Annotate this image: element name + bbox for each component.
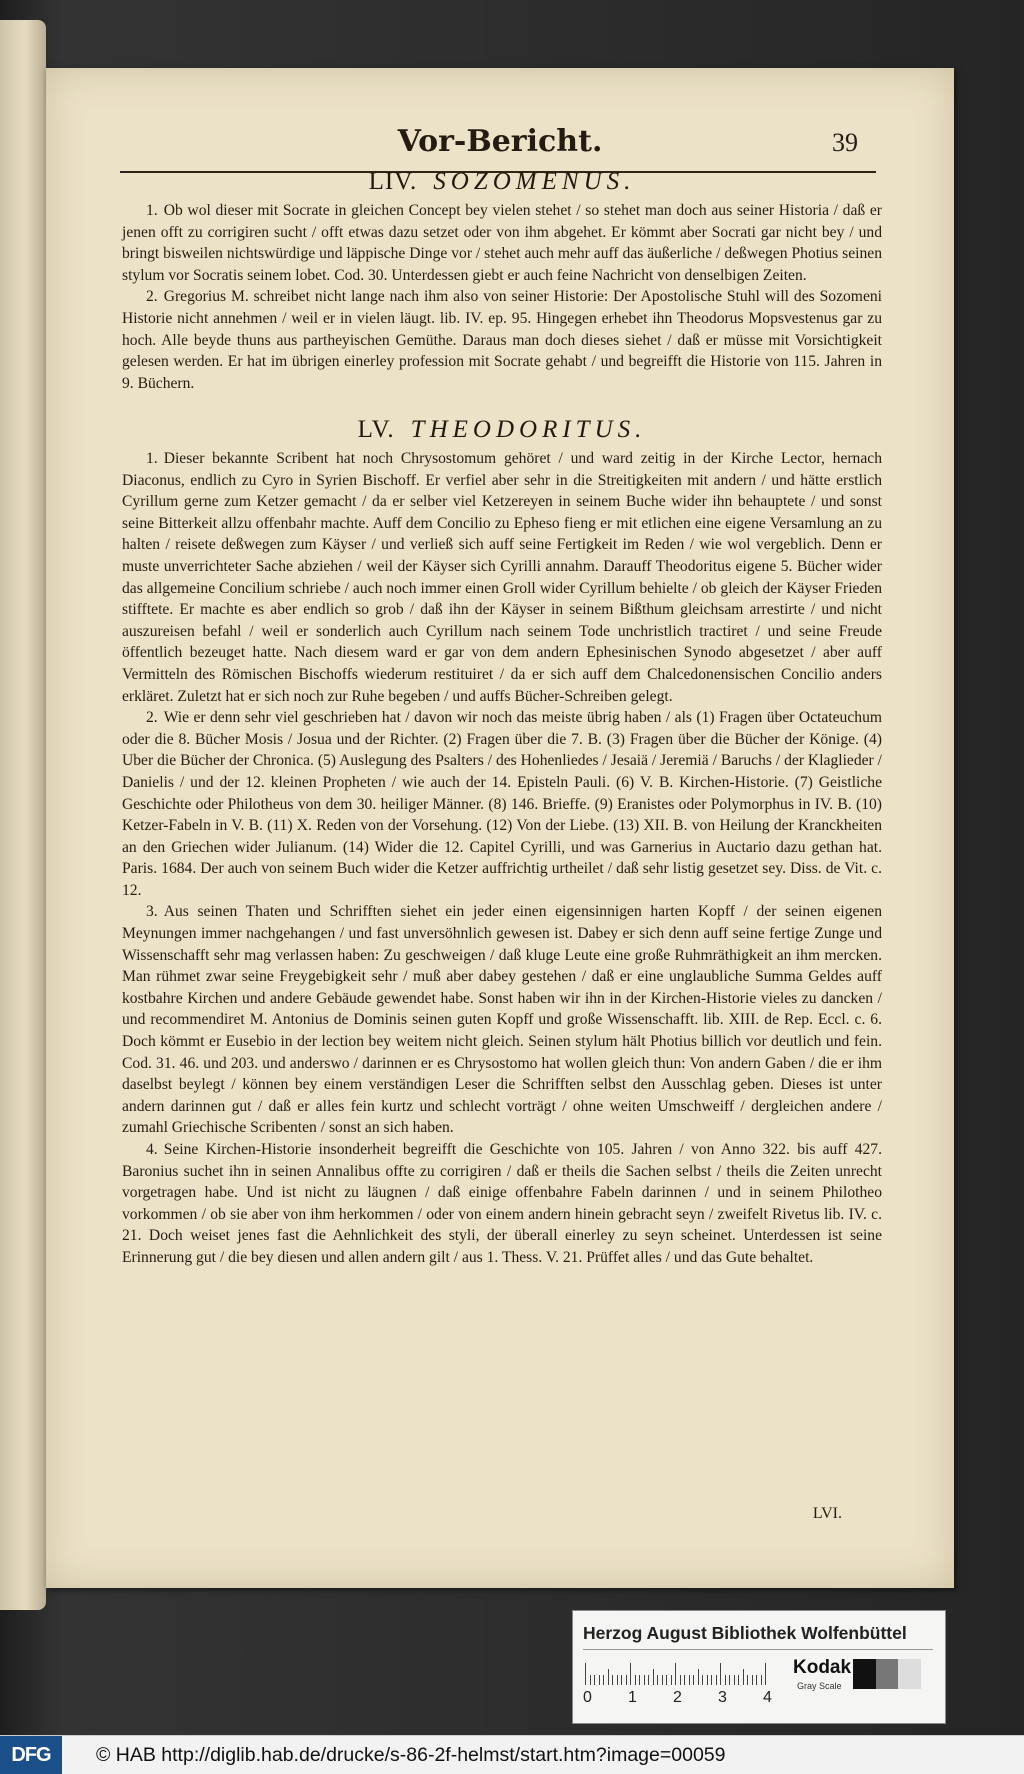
paragraph-text: Ob wol dieser mit Socrate in gleichen Concept bey vielen stehet / so stehet man doch aus seiner Historia / daß er jenen offt zu corrigiren sucht / offt etwas dazu setzet oder von ihm abgehet. Er kömmt aber Socrati gar nicht bey / und bringt bisweilen nichtswürdige und läppische Dinge vor / stehet auch mehr auff das äußerliche / deßwegen Photius seinen stylum vor Socratis seinem lobet. Cod. 30. Unterdessen giebt er auch feine Nachricht von denselbigen Zeiten.	[122, 202, 882, 284]
gray-scale-caption: Gray Scale	[797, 1681, 842, 1691]
ruler-number: 0	[583, 1689, 592, 1706]
ruler-tick	[675, 1663, 676, 1685]
ruler-tick	[599, 1675, 600, 1685]
ruler-tick	[680, 1675, 681, 1685]
ruler-tick	[671, 1675, 672, 1685]
ruler-tick	[585, 1663, 586, 1685]
ruler-tick	[648, 1675, 649, 1685]
ruler-tick	[594, 1675, 595, 1685]
ruler-tick	[734, 1675, 735, 1685]
paragraph-number: 2.	[146, 288, 158, 306]
ruler-tick	[626, 1675, 627, 1685]
library-name: Herzog August Bibliothek Wolfenbüttel	[583, 1623, 907, 1643]
chapter-heading	[122, 416, 882, 444]
copyright-url[interactable]: © HAB http://diglib.hab.de/drucke/s-86-2f-helmst/start.htm?image=00059	[96, 1744, 726, 1766]
swatch-black	[853, 1659, 876, 1689]
chapter-number: LV.	[357, 416, 395, 443]
paragraph-number: 4.	[146, 1141, 158, 1158]
scale-ruler	[585, 1655, 817, 1691]
ruler-tick	[716, 1675, 717, 1685]
chapter-number: LIV.	[368, 168, 418, 195]
paragraph	[122, 200, 882, 286]
ruler-tick	[747, 1675, 748, 1685]
chapter-name: SOZOMENUS.	[433, 168, 636, 195]
running-head	[46, 124, 954, 164]
ruler-tick	[657, 1675, 658, 1685]
ruler-tick	[621, 1675, 622, 1685]
paragraph	[122, 286, 882, 394]
paragraph-text: Gregorius M. schreibet nicht lange nach ihm also von seiner Historie: Der Apostolische Stuhl will des Sozomeni Historie nicht annehmen / weil er in vielen läugt. lib. IV. ep. 95. Hingegen erhebet ihn Theodorus Mopsvestenus gar zu hoch. Alle beyde thuns aus partheyischen Gemüthe. Daraus man doch dieses siehet / daß er müsse mit Vorsichtigkeit gelesen werden. Er hat im übrigen einerley profession mit Socrate gehabt / und begreifft die Historie von 115. Jahren in 9. Büchern.	[122, 288, 882, 392]
page-number: 39	[832, 128, 858, 157]
ruler-tick	[725, 1675, 726, 1685]
paragraph-text: Wie er denn sehr viel geschrieben hat / davon wir noch das meiste übrig haben / als (1) Fragen über Octateuchum oder die 8. Bücher Mosis / Josua und der Richter. (2) Fragen über die 7. B. (3) Fragen über die Bücher der Könige. (4) Uber die Bücher der Chronica. (5) Auslegung des Psalters / des Hohenliedes / Jesaiä / Jeremiä / Baruchs / der Klaglieder / Danielis / und der 12. kleinen Propheten / wie auch der 14. Episteln Pauli. (6) V. B. Kirchen-Historie. (7) Geistliche Geschichte oder Philotheus von dem 30. heiliger Männer. (8) 146. Brieffe. (9) Eranistes oder Polymorphus in IV. B. (10) Ketzer-Fabeln in V. B. (11) X. Reden von der Vorsehung. (12) Von der Liebe. (13) XII. B. von Heilung der Kranckheiten an den Griechen wider Julianum. (14) Wider die 12. Capitel Cyrilli, und was Garnerius in Auctario dazu gethan hat. Paris. 1684. Der auch von seinem Buch wider die Ketzer auffrichtig urtheilet / daß sehr listig gesetzet sey. Diss. de Vit. c. 12.	[122, 709, 882, 899]
chapter-name: THEODORITUS.	[410, 416, 647, 443]
paragraph-text: Seine Kirchen-Historie insonderheit begreifft die Geschichte von 105. Jahren / von Anno 322. bis auff 427. Baronius suchet ihn in seinen Annalibus offte zu corrigiren / daß er theils die Sachen selbst / theils die Zeiten unrecht vorgetragen habe. Und ist nicht zu läugnen / daß einige offenbahre Fabeln darinnen / und in seinem Philotheo vorkommen / ob sie aber von ihm herkommen / oder von einem andern hinein gebracht seyn / zweifelt Rivetus lib. IV. c. 21. Doch weiset jenes fast die Aehnlichkeit des styli, der überall einerley zu seyn scheinet. Unterdessen ist seine Erinnerung gut / die bey diesen und allen andern gilt / aus 1. Thess. V. 21. Prüffet alles / und das Gute behaltet.	[122, 1141, 882, 1266]
ruler-tick	[684, 1675, 685, 1685]
paragraph	[122, 1139, 882, 1269]
ruler-tick	[711, 1675, 712, 1685]
paragraph-number: 1.	[146, 450, 158, 467]
chapter-theodoritus	[122, 416, 882, 1269]
kodak-logo: Kodak	[793, 1657, 852, 1678]
label-divider	[583, 1649, 933, 1650]
ruler-tick	[698, 1669, 699, 1685]
ruler-number: 2	[673, 1689, 682, 1706]
library-label	[572, 1610, 946, 1724]
catchword: LVI.	[812, 1505, 842, 1522]
ruler-tick	[752, 1675, 753, 1685]
ruler-tick	[761, 1675, 762, 1685]
running-head-title: Vor-Bericht.	[397, 124, 603, 159]
ruler-tick	[653, 1669, 654, 1685]
ruler-tick	[765, 1663, 766, 1685]
paragraph	[122, 448, 882, 707]
paragraph-number: 3.	[146, 903, 158, 921]
paragraph-text: Dieser bekannte Scribent hat noch Chrysostomum gehöret / und ward zeitig in der Kirche Lector, hernach Diaconus, endlich zu Cyro in Syrien Bischoff. Er verfiel aber sehr in die Streitigkeiten mit andern / und hätte erstlich Cyrillum gerne zum Ketzer gemacht / da er selber viel Ketzereyen in seinem Buche wider ihn behauptete / und sonst seine Bitterkeit allzu offenbahr machte. Auff dem Concilio zu Epheso fieng er mit etlichen eine eigene Versamlung an zu halten / reisete deßwegen zum Käyser / und verließ sich auff seine Fertigkeit im Reden / wie wol vergeblich. Denn er muste unverrichteter Sache abziehen / weil der Käyser sich Cyrilli annahm. Darauff Theodoritus eigene 5. Bücher wider das allgemeine Concilium schriebe / auch noch immer einen Groll wider Cyrillum behielte / ob gleich der Käyser Frieden stifftete. Er machte es aber endlich so grob / daß ihn der Käyser in seinem Bißthum gleichsam arrestirte / und nicht auszureisen befahl / weil er sonderlich auch Cyrillum nach seinem Tode unchristlich tractiret / und seine Freude öffentlich bezeuget hatte. Nach diesem ward er gar von dem andern Ephesinischen Synodo abgesetzet / aber auff Vermitteln des Römischen Bischoffs wiederum restituiret / da er sich auff dem Chalcedonensischen Concilio anders erkläret. Zuletzt hat er sich noch zur Ruhe begeben / und auffs Bücher-Schreiben gelegt.	[122, 450, 882, 705]
paragraph-number: 1.	[146, 202, 158, 219]
ruler-tick	[756, 1675, 757, 1685]
ruler-tick	[662, 1675, 663, 1685]
ruler-number: 1	[628, 1689, 637, 1706]
ruler-tick	[590, 1675, 591, 1685]
paragraph-text: Aus seinen Thaten und Schrifften siehet ein jeder einen eigensinnigen harten Kopff / der seinen eigenen Meynungen immer nachgehangen / und fast unversöhnlich gewesen ist. Dabey er sich denn auff seine fertige Zunge und Wissenschafft sehr mag verlassen haben: Zu geschweigen / daß kluge Leute eine große Ruhmräthigkeit an ihm mercken. Man rühmet zwar seine Freygebigkeit sehr / muß aber dabey gestehen / daß er eine unglaubliche Summa Geldes auff kostbahre Kirchen und andere Gebäude gewendet habe. Sonst haben wir ihn in der Kirchen-Historie vieles zu dancken / und recommendiret M. Antonius de Dominis seinen guten Kopff und große Wissenschafft. lib. XIII. de Rep. Eccl. c. 6. Doch kömmt er Eusebio in der lection bey weitem nicht gleich. Seinen stylum hält Photius billich vor deutlich und fein. Cod. 31. 46. und 203. und anderswo / darinnen er es Chrysostomo hat wollen gleich thun: Von andern Gaben / die er ihm daselbst beylegt / können bey einem verständigen Leser die Schrifften selbst den Ausschlag geben. Dieses ist unter andern darinnen gut / daß er alles fein kurtz und schlecht vorträgt / ohne weiten Umschweiff / dergleichen andere / zumahl Griechische Scribenten / sonst an sich haben.	[122, 903, 882, 1137]
ruler-tick	[702, 1675, 703, 1685]
ruler-tick	[743, 1669, 744, 1685]
viewer-footer	[0, 1735, 1024, 1774]
gray-swatches	[853, 1659, 921, 1689]
facing-page-edge	[0, 20, 46, 1610]
ruler-tick	[666, 1675, 667, 1685]
ruler-number: 3	[718, 1689, 727, 1706]
ruler-tick	[608, 1669, 609, 1685]
swatch-light	[898, 1659, 921, 1689]
ruler-tick	[689, 1675, 690, 1685]
paragraph-number: 2.	[146, 709, 158, 727]
ruler-number: 4	[763, 1689, 772, 1706]
swatch-gray	[876, 1659, 899, 1689]
dfg-logo: DFG	[0, 1736, 62, 1774]
ruler-tick	[639, 1675, 640, 1685]
ruler-tick	[693, 1675, 694, 1685]
ruler-tick	[630, 1663, 631, 1685]
paragraph	[122, 707, 882, 901]
ruler-tick	[603, 1675, 604, 1685]
ruler-tick	[720, 1663, 721, 1685]
ruler-tick	[617, 1675, 618, 1685]
ruler-tick	[738, 1675, 739, 1685]
chapter-sozomenus	[122, 168, 882, 394]
ruler-tick	[729, 1675, 730, 1685]
ruler-tick	[635, 1675, 636, 1685]
ruler-tick	[707, 1675, 708, 1685]
ruler-tick	[612, 1675, 613, 1685]
ruler-tick	[644, 1675, 645, 1685]
chapter-heading	[122, 168, 882, 196]
book-page	[46, 68, 954, 1588]
paragraph	[122, 901, 882, 1139]
